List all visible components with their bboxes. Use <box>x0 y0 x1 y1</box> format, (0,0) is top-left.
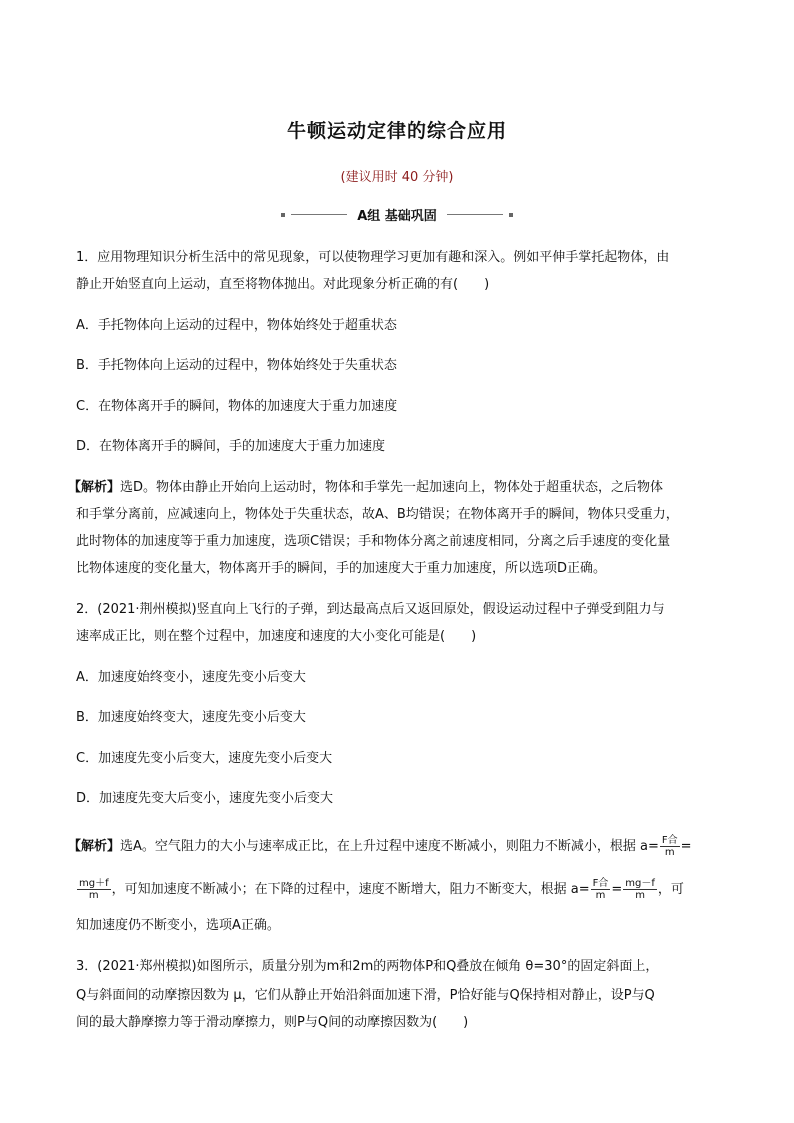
q1-stem-line1: 1．应用物理知识分析生活中的常见现象，可以使物理学习更加有趣和深入。例如平伸手掌托起物体，由 <box>76 250 670 265</box>
solution-tag: 【解析】 <box>68 839 121 854</box>
fraction: $\frac{mg+f}{m}$ <box>79 878 109 901</box>
suggested-time: (建议用时 40 分钟) <box>340 170 454 185</box>
page-title: 牛顿运动定律的综合应用 <box>286 120 507 142</box>
fraction: $\frac{mg-f}{m}$ <box>625 878 655 901</box>
sol1-line4: 比物体速度的变化量大，物体离开手的瞬间，手的加速度大于重力加速度，所以选项D正确。 <box>76 561 607 576</box>
q2-option-a: A．加速度始终变小，速度先变小后变大 <box>76 670 306 685</box>
q1-option-b: B．手托物体向上运动的过程中，物体始终处于失重状态 <box>76 358 397 373</box>
solution-tag: 【解析】 <box>68 480 121 495</box>
section-header <box>0 205 794 224</box>
divider-line-left <box>291 214 347 215</box>
sol2-line1: 【解析】选A。空气阻力的大小与速率成正比，在上升过程中速度不断减小，则阻力不断减小，根据 a= $\frac{\text{F合}}{m}$ = <box>68 835 692 858</box>
divider-line-right <box>447 214 503 215</box>
sol2-line3: 知加速度仍不断变小，选项A正确。 <box>76 918 280 933</box>
sol2-text2: ，可知加速度不断减小；在下降的过程中，速度不断增大，阻力不断变大，根据 a= <box>111 882 590 897</box>
divider-dot-right <box>509 213 513 217</box>
q2-option-d: D．加速度先变大后变小，速度先变小后变大 <box>76 791 334 806</box>
sol1-line1 <box>68 474 718 501</box>
q3-stem-line1: 3．(2021·郑州模拟)如图所示，质量分别为m和2m的两物体P和Q叠放在倾角 θ=30°的固定斜面上， <box>76 959 659 974</box>
q3-stem-line3: 间的最大静摩擦力等于滑动摩擦力，则P与Q间的动摩擦因数为( ) <box>76 1015 469 1030</box>
section-label: A组 基础巩固 <box>357 209 437 224</box>
q2-option-b: B．加速度始终变大，速度先变小后变大 <box>76 710 306 725</box>
q2-stem-line1: 2．(2021·荆州模拟)竖直向上飞行的子弹，到达最高点后又返回原处，假设运动过程中子弹受到阻力与 <box>76 602 665 617</box>
sol1-line3: 此时物体的加速度等于重力加速度，选项C错误；手和物体分离之前速度相同，分离之后手速度的变化量 <box>76 534 671 549</box>
fraction: $\frac{\text{F合}}{m}$ <box>592 878 609 901</box>
q2-stem-line2: 速率成正比，则在整个过程中，加速度和速度的大小变化可能是( ) <box>76 629 477 644</box>
q1-option-a: A．手托物体向上运动的过程中，物体始终处于超重状态 <box>76 318 397 333</box>
sol2-text1: 选A。空气阻力的大小与速率成正比，在上升过程中速度不断减小，则阻力不断减小，根据 a= <box>120 839 659 854</box>
sol1-text1: 选D。物体由静止开始向上运动时，物体和手掌先一起加速向上，物体处于超重状态，之后物体 <box>120 480 664 495</box>
fraction: $\frac{\text{F合}}{m}$ <box>661 835 678 858</box>
sol1-line2: 和手掌分离前，应减速向上，物体处于失重状态，故A、B均错误；在物体离开手的瞬间，物体只受重力， <box>76 507 679 522</box>
sol2-line2: $\frac{mg+f}{m}$ ，可知加速度不断减小；在下降的过程中，速度不断增大，阻力不断变大，根据 a= $\frac{\text{F合}}{m}$ = $\frac{mg-f}{m}$ ，可 <box>79 878 684 901</box>
q3-stem-line2: Q与斜面间的动摩擦因数为 μ，它们从静止开始沿斜面加速下滑，P恰好能与Q保持相对静止，设P与Q <box>76 988 655 1003</box>
q1-option-d: D．在物体离开手的瞬间，手的加速度大于重力加速度 <box>76 439 386 454</box>
q2-option-c: C．加速度先变小后变大，速度先变小后变大 <box>76 751 333 766</box>
q1-option-c: C．在物体离开手的瞬间，物体的加速度大于重力加速度 <box>76 399 398 414</box>
divider-dot-left <box>281 213 285 217</box>
q1-stem-line2: 静止开始竖直向上运动，直至将物体抛出。对此现象分析正确的有( ) <box>76 277 490 292</box>
